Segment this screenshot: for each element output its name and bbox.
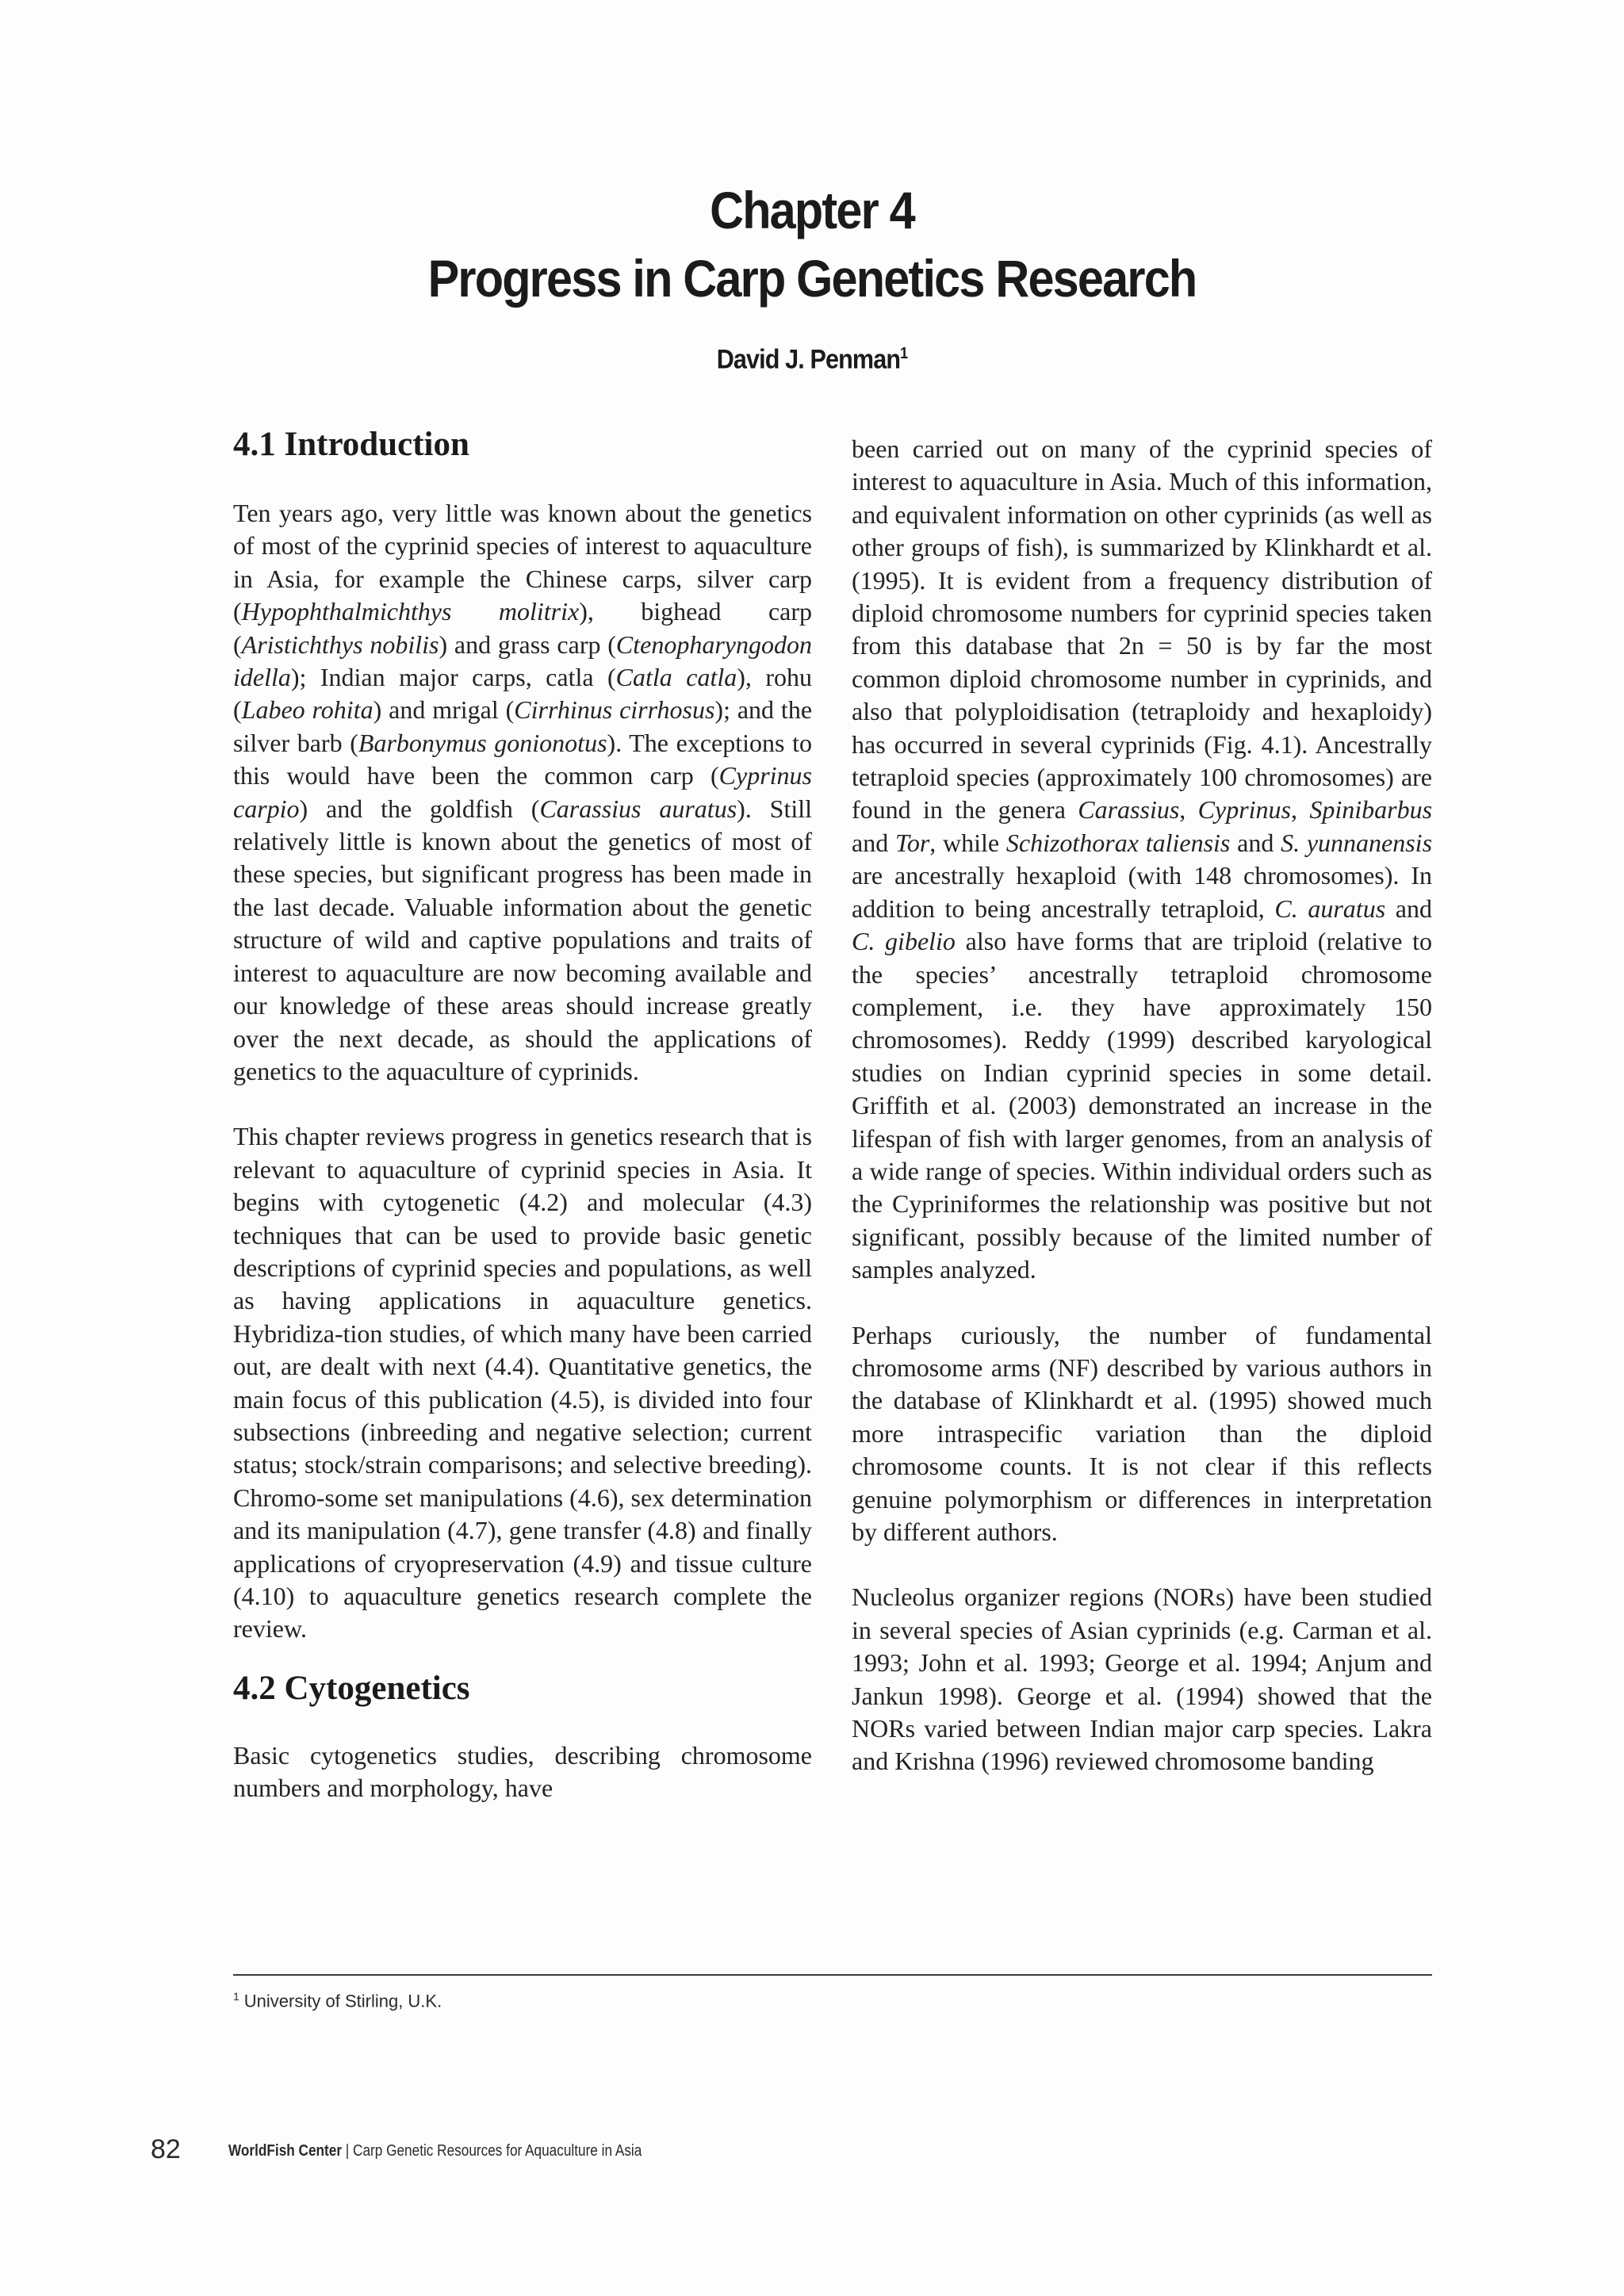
left-column bbox=[233, 424, 812, 1805]
species-name: Aristichthys nobilis bbox=[241, 629, 439, 659]
genus-name: Carassius bbox=[1078, 795, 1180, 825]
footer-publication: Carp Genetic Resources for Aquaculture in Asia bbox=[353, 2142, 642, 2160]
paragraph-cytogenetics-2: been carried out on many of the cyprinid species of interest to aquaculture in Asia. Much of this information, and equivalent information on other cyprinids (as well as other groups of fish), is summarized by Klinkhardt et al. (1995). It is evident from a frequency distribution of diploid chromosome numbers for cyprinid species taken from this database that 2n = 50 is by far the most common diploid chromosome number in cyprinids, and also that polyploidisation (tetraploidy and hexaploidy) has occurred in several cyprinids (Fig. 4.1). Ancestrally tetraploid species (approximately 100 chromosomes) are found in the genera Carassius, Cyprinus, Spinibarbus and Tor, while Schizothorax taliensis and S. yunnanensis are ancestrally hexaploid (with 148 chromosomes). In addition to being ancestrally tetraploid, C. auratus and C. gibelio also have forms that are triploid (relative to the species’ ancestrally tetraploid chromosome complement, i.e. they have approximately 150 chromosomes). Reddy (1999) described karyological studies on Indian cyprinid species in some detail. Griffith et al. (2003) demonstrated an increase in the lifespan of fish with larger genomes, from an analysis of a wide range of species. Within individual orders such as the Cypriniformes the relationship was positive but not significant, possibly because of the limited number of samples analyzed. bbox=[852, 434, 1433, 1284]
paragraph-intro-1: Ten years ago, very little was known about the genetics of most of the cyprinid species of interest to aquaculture in Asia, for example the Chinese carps, silver carp (Hypophthalmichthys molitrix), bighead carp (Aristichthys nobilis) and grass carp (Ctenopharyngodon idella); Indian major carps, catla (Catla catla), rohu (Labeo rohita) and mrigal (Cirrhinus cirrhosus); and the silver barb (Barbonymus gonionotus). The exceptions to this would have been the common carp (Cyprinus carpio) and the goldfish (Carassius auratus). Still relatively little is known about the genetics of most of these species, but significant progress has been made in the last decade. Valuable information about the genetic structure of wild and captive populations and traits of interest to aquaculture are now becoming available and our knowledge of these areas should increase greatly over the next decade, as should the applications of genetics to the aquaculture of cyprinids. bbox=[233, 499, 813, 1085]
species-name: C. gibelio bbox=[852, 927, 956, 956]
species-name: Cyprinus carpio bbox=[233, 761, 812, 823]
paragraph-cytogenetics-4: Nucleolus organizer regions (NORs) have been studied in several species of Asian cyprinids (e.g. Carman et al. 1993; John et al. 1993; George et al. 1994; Anjum and Jankun 1998). George et al. (1994) showed that the NORs varied between Indian major carp species. Lakra and Krishna (1996) reviewed chromosome banding bbox=[852, 1582, 1432, 1776]
species-name: Cirrhinus cirrhosus bbox=[514, 695, 715, 725]
species-name: Hypophthalmichthys molitrix bbox=[241, 597, 580, 626]
genus-name: Cyprinus bbox=[1197, 795, 1291, 825]
right-column bbox=[852, 433, 1432, 1778]
section-heading-cytogenetics: 4.2 Cytogenetics bbox=[233, 1669, 470, 1707]
author-line bbox=[81, 336, 1542, 377]
species-name: Ctenopharyngodon idella bbox=[233, 629, 812, 692]
chapter-header bbox=[0, 176, 1624, 377]
species-name: Labeo rohita bbox=[241, 695, 373, 725]
paragraph-cytogenetics-3: Perhaps curiously, the number of fundamental chromosome arms (NF) described by various authors in the database of Klinkhardt et al. (1995) showed much more intraspecific variation than the diploid chromosome counts. It is not clear if this reflects genuine polymorphism or differences in interpretation by different authors. bbox=[852, 1320, 1432, 1546]
paragraph-intro-2: This chapter reviews progress in genetics research that is relevant to aquaculture of cyprinid species in Asia. It begins with cytogenetic (4.2) and molecular (4.3) techniques that can be used to provide basic genetic descriptions of cyprinid species and populations, as well as having applications in aquaculture genetics. Hybridiza-tion studies, of which many have been carried out, are dealt with next (4.4). Quantitative genetics, the main focus of this publication (4.5), is divided into four subsections (inbreeding and negative selection; current status; stock/strain comparisons; and selective breeding). Chromo-some set manipulations (4.6), sex determination and its manipulation (4.7), gene transfer (4.8) and finally applications of cryopreservation (4.9) and tissue culture (4.10) to aquaculture genetics research complete the review. bbox=[233, 1122, 812, 1644]
chapter-label: Chapter 4 bbox=[710, 181, 914, 239]
page-number: 82 bbox=[151, 2134, 181, 2164]
chapter-title: Progress in Carp Genetics Research bbox=[427, 249, 1197, 308]
genus-name: Tor bbox=[894, 828, 930, 857]
species-name: C. auratus bbox=[1274, 894, 1386, 923]
species-name: Schizothorax taliensis bbox=[1005, 828, 1231, 857]
genus-name: Spinibarbus bbox=[1309, 795, 1433, 825]
footnote-text: University of Stirling, U.K. bbox=[243, 1991, 442, 2011]
author-name: David J. Penman bbox=[716, 344, 901, 375]
species-name: Carassius auratus bbox=[539, 794, 737, 823]
footnote-mark: 1 bbox=[233, 1990, 239, 2003]
species-name: Barbonymus gonionotus bbox=[358, 728, 607, 757]
section-heading-introduction: 4.1 Introduction bbox=[233, 426, 469, 463]
species-name: S. yunnanensis bbox=[1281, 828, 1433, 857]
paragraph-cytogenetics-1: Basic cytogenetics studies, describing chromosome numbers and morphology, have bbox=[233, 1740, 812, 1803]
running-footer bbox=[228, 2142, 642, 2160]
footnote bbox=[233, 1990, 442, 2011]
footnote-divider bbox=[233, 1974, 1432, 1976]
footer-separator: | bbox=[342, 2142, 354, 2160]
author-footnote-mark: 1 bbox=[900, 345, 908, 362]
footer-organization: WorldFish Center bbox=[228, 2142, 343, 2160]
species-name: Catla catla bbox=[615, 663, 737, 692]
